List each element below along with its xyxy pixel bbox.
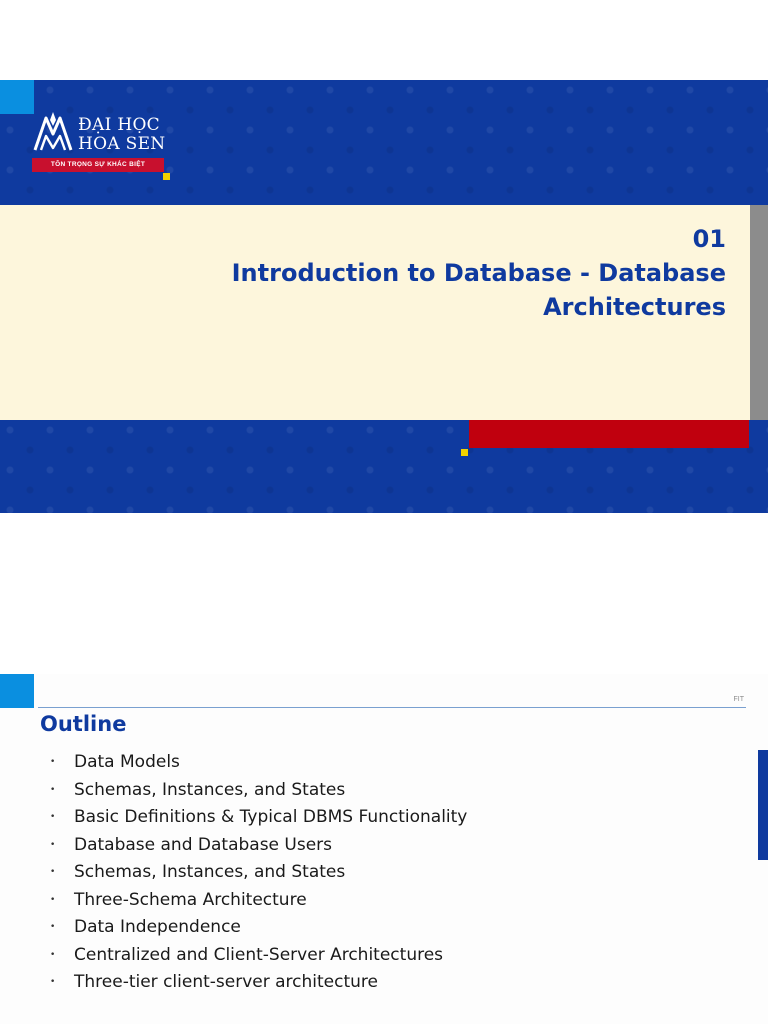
chapter-title: Introduction to Database - Database Architectures bbox=[231, 259, 726, 321]
list-item bbox=[50, 832, 467, 860]
side-gray-bar bbox=[750, 205, 768, 420]
list-item bbox=[50, 942, 467, 970]
chapter-number: 01 bbox=[692, 225, 726, 253]
yellow-accent-dot bbox=[163, 173, 170, 180]
bullet: • bbox=[50, 977, 56, 987]
list-item-text: Data Independence bbox=[74, 917, 241, 937]
bullet: • bbox=[50, 949, 56, 960]
outline-title: Outline bbox=[40, 712, 127, 736]
outline-slide bbox=[0, 674, 768, 1024]
list-item-text: Basic Definitions & Typical DBMS Functionality bbox=[74, 807, 468, 827]
title-slide bbox=[0, 80, 768, 513]
logo-tagline: TÔN TRỌNG SỰ KHÁC BIỆT bbox=[32, 158, 164, 172]
list-item-text: Data Models bbox=[74, 752, 180, 772]
bullet: • bbox=[50, 757, 56, 767]
red-accent-bar bbox=[469, 420, 749, 448]
list-item bbox=[50, 777, 467, 805]
bullet: • bbox=[50, 894, 56, 905]
logo-lotus-mark-icon bbox=[32, 110, 74, 154]
bullet: • bbox=[50, 784, 56, 795]
logo-line-1: ĐẠI HỌC bbox=[78, 115, 160, 135]
bullet: • bbox=[50, 839, 56, 850]
list-item bbox=[50, 969, 467, 997]
faculty-label: FIT bbox=[733, 696, 744, 703]
university-logo bbox=[32, 110, 168, 174]
logo-line-2: HOA SEN bbox=[78, 134, 166, 154]
list-item-text: Schemas, Instances, and States bbox=[74, 779, 346, 800]
list-item bbox=[50, 887, 467, 915]
list-item bbox=[50, 914, 467, 942]
list-item-text: Schemas, Instances, and States bbox=[74, 862, 346, 882]
bullet: • bbox=[50, 812, 56, 822]
list-item bbox=[50, 804, 467, 832]
side-tab bbox=[758, 750, 768, 860]
corner-accent-square bbox=[0, 674, 34, 708]
list-item-text: Database and Database Users bbox=[74, 834, 333, 855]
outline-list bbox=[50, 749, 467, 997]
list-item-text: Three-tier client-server architecture bbox=[74, 972, 378, 992]
list-item-text: Centralized and Client-Server Architectures bbox=[74, 944, 444, 965]
list-item bbox=[50, 859, 467, 887]
header-divider bbox=[38, 707, 746, 708]
yellow-accent-dot bbox=[461, 449, 468, 456]
corner-accent-square bbox=[0, 80, 34, 114]
list-item bbox=[50, 749, 467, 777]
list-item-text: Three-Schema Architecture bbox=[74, 889, 307, 910]
bullet: • bbox=[50, 922, 56, 932]
bullet: • bbox=[50, 867, 56, 877]
